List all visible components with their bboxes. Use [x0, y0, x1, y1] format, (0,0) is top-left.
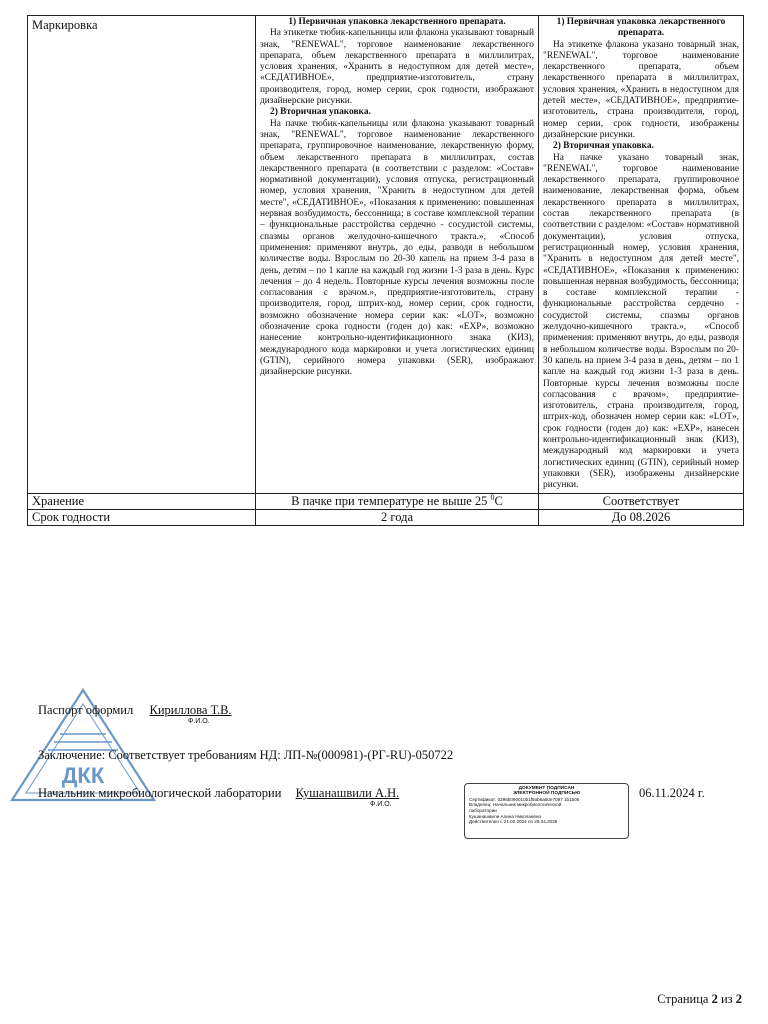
esig-title: ДОКУМЕНТ ПОДПИСАН	[518, 786, 575, 791]
fio-caption: Ф.И.О.	[370, 801, 392, 808]
esig-title: ЭЛЕКТРОННОЙ ПОДПИСЬЮ	[512, 791, 581, 797]
passport-label: Паспорт оформил	[38, 703, 134, 717]
primary-packaging-text: На этикетке тюбик-капельницы или флакона указывают товарный знак, "RENEWAL", торговое наименование лекарственного препарата, объем лекарственного препарата в миллилитрах, условия хранения, «Хранить в недоступном для детей месте», «СЕДАТИВНОЕ», предприятие-изготовитель, страну производителя, город, номер серии, срок годности, изображают дизайнерские рисунки.	[260, 28, 534, 107]
primary-packaging-heading: 1) Первичная упаковка лекарственного препарата.	[288, 17, 506, 27]
row-label-shelf-life: Срок годности	[28, 510, 256, 526]
conclusion: Заключение: Соответствует требованиям НД: ЛП-№(000981)-(РГ-RU)-050722	[38, 748, 454, 762]
esig-cert: Сертификат: 0296b090010b1f8ab6a60e7097 1b1506	[469, 796, 580, 802]
row-label-storage: Хранение	[28, 494, 256, 510]
esig-owner: Владелец: Начальник микробиологической	[469, 802, 562, 808]
secondary-packaging-heading: 2) Вторичная упаковка.	[553, 141, 654, 152]
shelf-life-spec: 2 года	[256, 510, 539, 526]
primary-packaging-text: На этикетке флакона указано товарный знак, "RENEWAL", торговое наименование лекарственного препарата, объем лекарственного препарата в миллилитрах, условия хранения, «Хранить в недоступном для детей месте», «СЕДАТИВНОЕ», предприятие-изготовитель, страна производителя, город, номер серии, срок годности, изображены дизайнерские рисунки.	[543, 39, 739, 140]
marking-results-cell	[539, 16, 744, 494]
head-line	[38, 786, 399, 801]
stamp-text: ДКК	[61, 763, 105, 788]
storage-result: Соответствует	[539, 494, 744, 510]
secondary-packaging-text: На пачке указано товарный знак, "RENEWAL", торговое наименование лекарственного препарата, группировочное наименование, лекарственная форма, объем лекарственного препарата в миллилитрах, состав лекарственного препарата (в соответствии с разделом: «Состав» нормативной документации), условия отпуска, регистрационный номер, условия хранения, "Хранить в недоступном для детей месте", «СЕДАТИВНОЕ», «Показания к применению: повышенная нервная возбудимость, бессонница; в составе комплексной терапии - функциональные расстройства сердечно - сосудистой системы, спазмы органов желудочно-кишечного тракта.», «Способ применения: применяют внутрь, до еды, разводя в небольшом количестве воды. Взрослым по 20-30 капель на прием 3-4 раза в день, детям – по 1 капле на каждый год жизни 1-3 раза в день. Повторные курсы лечения возможны после согласования с врачом», предприятие-изготовитель, страна производителя, город, штрих-код, обозначен номер серии как: «LOT», срок годности (годен до) как: «EXP», нанесен контрольно-идентификационный знак (КИЗ), международный код маркировки и учета логистических единиц (GTIN), серийный номер упаковки (SER), изображены дизайнерские рисунки.	[543, 152, 739, 491]
esig-owner: лаборатории	[469, 808, 497, 813]
secondary-packaging-text: На пачке тюбик-капельницы или флакона указывают товарный знак, "RENEWAL", торговое наименование лекарственного препарата, группировочное наименование, лекарственную форму, объем лекарственного препарата в миллилитрах, состав лекарственного препарата (в соответствии с разделом: «Состав» нормативной документации), условия отпуска, регистрационный номер, условия хранения, "Хранить в недоступном для детей месте", «СЕДАТИВНОЕ», «Показания к применению: повышенная нервная возбудимость, бессонница; в составе комплексной терапии – функциональные расстройства сердечно - сосудистой системы, спазмы органов желудочно-кишечного тракта.», «Способ применения: применяют внутрь, до еды, разводя в небольшом количестве воды. Взрослым по 20-30 капель на прием 3-4 раза в день, детям – по 1 капле на каждый год жизни 1-3 раза в день. Курс лечения – до 4 недель. Повторные курсы лечения возможны после согласования с врачом.», предприятие-изготовитель, страну производителя, город, штрих-код, номер серии, срок годности, возможно обозначение номера серии как: «LOT», возможно обозначение срока годности (годен до) как: «EXP», возможно нанесение контрольно-идентификационного знака (КИЗ), международного кода маркировки и учета логистических единиц (GTIN), серийного номера упаковки (SER), изображают дизайнерские рисунки.	[260, 118, 534, 378]
marking-requirements-cell	[256, 16, 539, 494]
esig-owner: Кушанашвили Алина Николаевна	[469, 813, 541, 819]
passport-name: Кириллова Т.В.	[149, 703, 232, 717]
table-row-marking	[28, 16, 744, 494]
passport-line	[38, 703, 232, 718]
storage-spec: В пачке при температуре не выше 25 $^0$С	[256, 494, 539, 510]
head-label: Начальник микробиологической лаборатории	[38, 786, 282, 800]
electronic-signature-block	[464, 783, 629, 839]
secondary-packaging-heading: 2) Вторичная упаковка.	[270, 107, 371, 118]
head-name: Кушанашвили А.Н.	[295, 786, 400, 800]
table-row-shelf-life	[28, 510, 744, 526]
primary-packaging-heading: 1) Первичная упаковка лекарственного препарата.	[556, 17, 726, 39]
esig-valid: Действителен с 21.02.2024 по 28.04.2038	[469, 819, 558, 825]
page-number: Страница 2 из 2	[657, 992, 742, 1006]
row-label-marking: Маркировка	[28, 16, 256, 494]
spec-table	[27, 15, 744, 526]
table-row-storage	[28, 494, 744, 510]
fio-caption: Ф.И.О.	[188, 718, 210, 725]
signing-date: 06.11.2024 г.	[639, 786, 705, 800]
shelf-life-result: До 08.2026	[539, 510, 744, 526]
